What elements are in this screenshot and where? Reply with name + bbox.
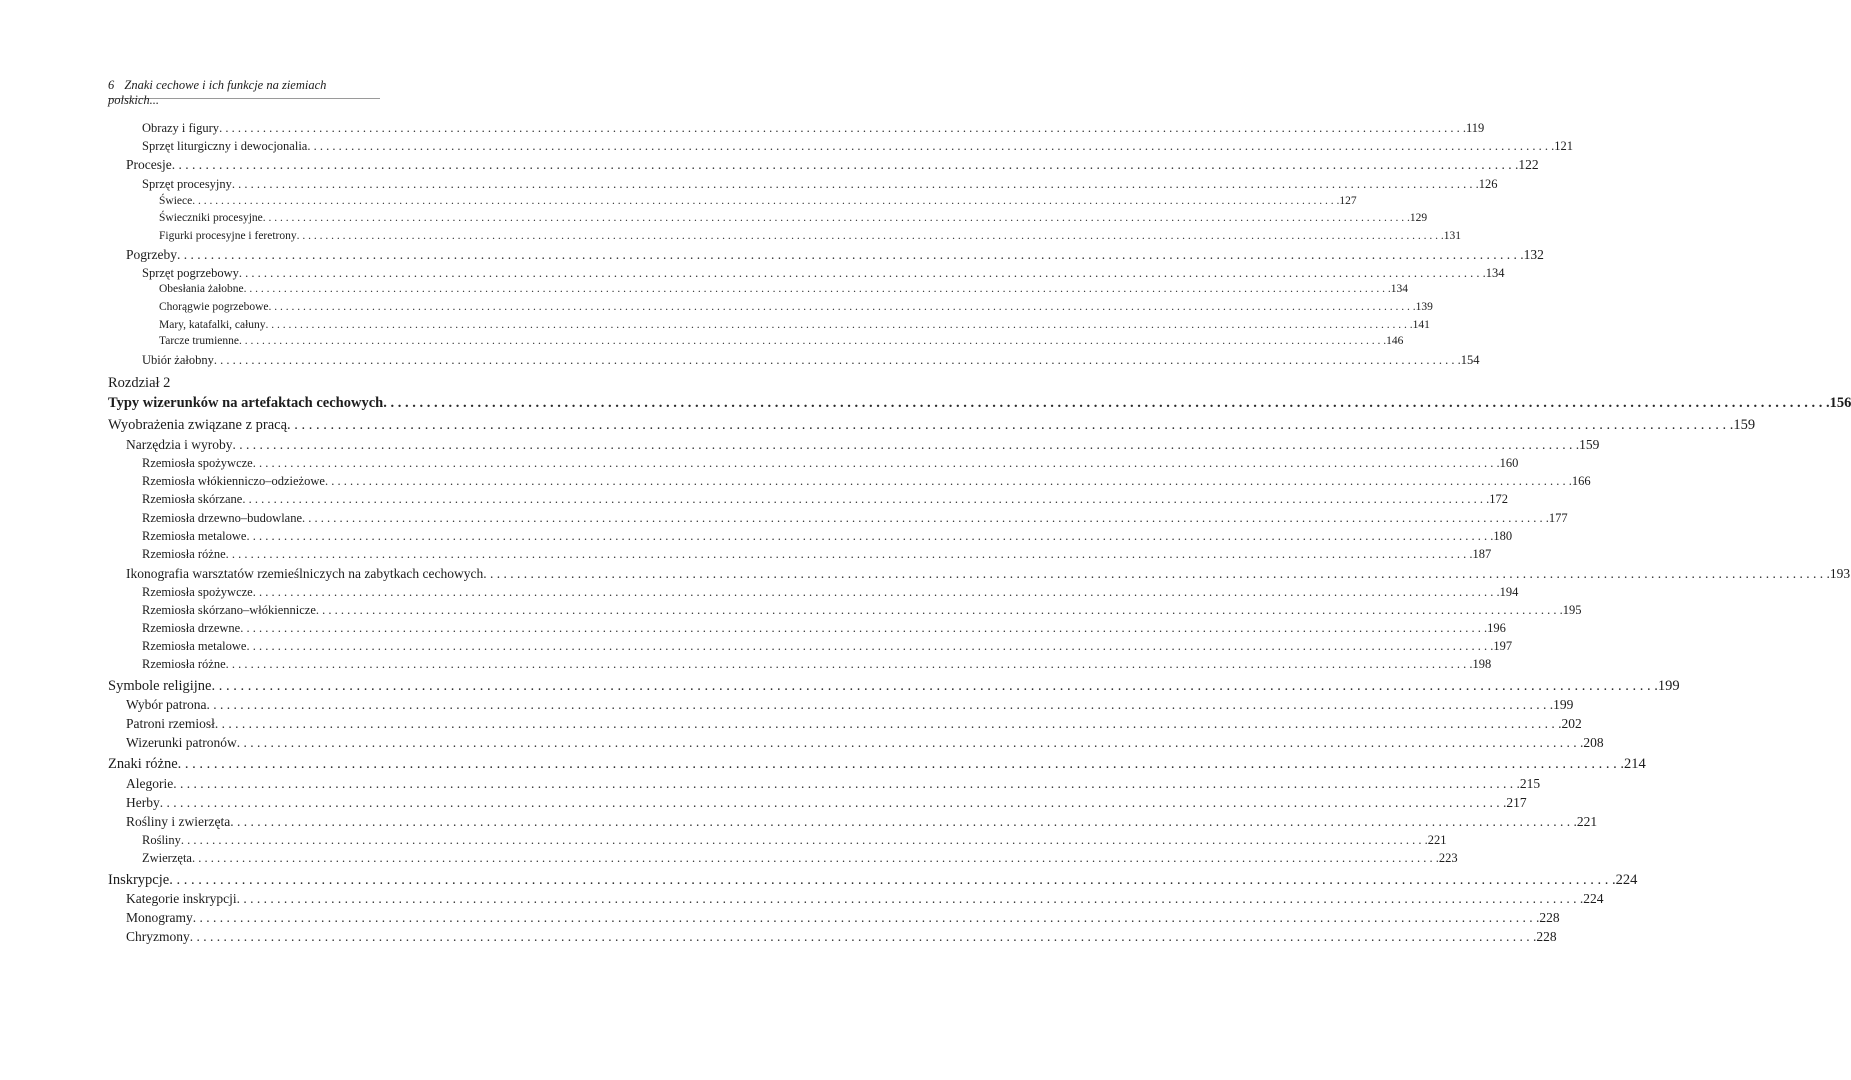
- toc-entry-page: 132: [1523, 247, 1544, 262]
- toc-entry-page: 208: [1583, 735, 1604, 750]
- toc-entry-title: Obesłania żałobne: [159, 283, 244, 295]
- dot-leader: . . . . . . . . . . . . . . . . . . . . . . . . . . . . . . . . . . . . . . . . . . . . . . . . . . . . . . . . . . . . . . . . . . . . . . . . . . . . . . . . . . . . . . . . . . . . . . . . . . . . . . . . . . . . . . . . . . . . . . . . . . . . . . . . . . . . . . . . . . . . . . . . . . . . . . . . . . . . . . . . . . . . . . . . . . . . . . . . . . . . . . . . . . . . . . . . . . . . . . . .: [236, 891, 1584, 906]
- toc-entry-page: 221: [1576, 814, 1598, 829]
- toc-entry-page: 202: [1561, 716, 1582, 731]
- dot-leader: . . . . . . . . . . . . . . . . . . . . . . . . . . . . . . . . . . . . . . . . . . . . . . . . . . . . . . . . . . . . . . . . . . . . . . . . . . . . . . . . . . . . . . . . . . . . . . . . . . . . . . . . . . . . . . . . . . . . . . . . . . . . . . . . . . . . . . . . . . . . . . . . . . . . . . . . . . . . . . . . . . . . . . . . . . . . . . . . . . . . . . . . . . . . . . . . . . . . . . . .: [287, 417, 1734, 433]
- toc-entry: [126, 697, 1574, 713]
- toc-entry-title: Narzędzia i wyroby: [126, 437, 233, 452]
- toc-entry-title: Monogramy: [126, 910, 193, 925]
- dot-leader: . . . . . . . . . . . . . . . . . . . . . . . . . . . . . . . . . . . . . . . . . . . . . . . . . . . . . . . . . . . . . . . . . . . . . . . . . . . . . . . . . . . . . . . . . . . . . . . . . . . . . . . . . . . . . . . . . . . . . . . . . . . . . . . . . . . . . . . . . . . . . . . . . . . . . . . . . . . . . . . . . . . . . . . . . . . . . . . . . . . . . . . . . . . . . . . . . . . . . . . .: [236, 735, 1584, 750]
- toc-entry-title: Patroni rzemiosł: [126, 716, 215, 731]
- toc-entry-page: 187: [1472, 547, 1492, 561]
- dot-leader: . . . . . . . . . . . . . . . . . . . . . . . . . . . . . . . . . . . . . . . . . . . . . . . . . . . . . . . . . . . . . . . . . . . . . . . . . . . . . . . . . . . . . . . . . . . . . . . . . . . . . . . . . . . . . . . . . . . . . . . . . . . . . . . . . . . . . . . . . . . . . . . . . . . . . . . . . . . . . . . . . . . . . . . . . . . . . . . . . . . . . . . . . . . . . . . . . . . . . . . .: [171, 157, 1519, 172]
- toc-entry: [126, 776, 1541, 792]
- toc-entry: [159, 195, 1357, 207]
- toc-entry-title: Rzemiosła różne: [142, 547, 226, 561]
- toc-entry: [126, 735, 1604, 751]
- toc-entry-page: 228: [1536, 929, 1557, 944]
- dot-leader: . . . . . . . . . . . . . . . . . . . . . . . . . . . . . . . . . . . . . . . . . . . . . . . . . . . . . . . . . . . . . . . . . . . . . . . . . . . . . . . . . . . . . . . . . . . . . . . . . . . . . . . . . . . . . . . . . . . . . . . . . . . . . . . . . . . . . . . . . . . . . . . . . . . . . . . . . . . . . . . . . . . . . . . . . . . . . . . . . . . . . . . . . . . . . . . . . . . . . . . .: [252, 585, 1500, 599]
- toc-entry: [142, 177, 1498, 192]
- dot-leader: . . . . . . . . . . . . . . . . . . . . . . . . . . . . . . . . . . . . . . . . . . . . . . . . . . . . . . . . . . . . . . . . . . . . . . . . . . . . . . . . . . . . . . . . . . . . . . . . . . . . . . . . . . . . . . . . . . . . . . . . . . . . . . . . . . . . . . . . . . . . . . . . . . . . . . . . . . . . . . . . . . . . . . . . . . . . . . . . . . . . . . . . . . . . . . . . . . . . . . . .: [173, 776, 1520, 791]
- toc-entry: [142, 603, 1582, 618]
- toc-entry-title: Ubiór żałobny: [142, 353, 214, 367]
- dot-leader: . . . . . . . . . . . . . . . . . . . . . . . . . . . . . . . . . . . . . . . . . . . . . . . . . . . . . . . . . . . . . . . . . . . . . . . . . . . . . . . . . . . . . . . . . . . . . . . . . . . . . . . . . . . . . . . . . . . . . . . . . . . . . . . . . . . . . . . . . . . . . . . . . . . . . . . . . . . . . . . . . . . . . . . . . . . . . . . . . . . . . . . . . . . . . . . . . . . . . . . .: [483, 566, 1830, 581]
- toc-entry: [142, 657, 1492, 672]
- toc-entry: [108, 756, 1646, 773]
- toc-entry-title: Rzemiosła spożywcze: [142, 585, 253, 599]
- toc-entry-page: 214: [1624, 756, 1646, 772]
- toc-entry: [108, 417, 1756, 434]
- dot-leader: . . . . . . . . . . . . . . . . . . . . . . . . . . . . . . . . . . . . . . . . . . . . . . . . . . . . . . . . . . . . . . . . . . . . . . . . . . . . . . . . . . . . . . . . . . . . . . . . . . . . . . . . . . . . . . . . . . . . . . . . . . . . . . . . . . . . . . . . . . . . . . . . . . . . . . . . . . . . . . . . . . . . . . . . . . . . . . . . . . . . . . . . . . . . . . . . . . . . . . . .: [307, 139, 1555, 153]
- toc-entry-page: 177: [1548, 511, 1568, 525]
- toc-entry-page: 166: [1571, 474, 1591, 488]
- toc-entry: [159, 319, 1430, 331]
- toc-entry-page: 224: [1583, 891, 1604, 906]
- toc-entry: [142, 639, 1513, 654]
- dot-leader: . . . . . . . . . . . . . . . . . . . . . . . . . . . . . . . . . . . . . . . . . . . . . . . . . . . . . . . . . . . . . . . . . . . . . . . . . . . . . . . . . . . . . . . . . . . . . . . . . . . . . . . . . . . . . . . . . . . . . . . . . . . . . . . . . . . . . . . . . . . . . . . . . . . . . . . . . . . . . . . . . . . . . . . . . . . . . . . . . . . . . . . . . . . . . . . . . . . . . . . .: [225, 547, 1473, 561]
- toc-entry: [126, 157, 1539, 173]
- toc-entry-title: Tarcze trumienne: [159, 335, 239, 347]
- dot-leader: . . . . . . . . . . . . . . . . . . . . . . . . . . . . . . . . . . . . . . . . . . . . . . . . . . . . . . . . . . . . . . . . . . . . . . . . . . . . . . . . . . . . . . . . . . . . . . . . . . . . . . . . . . . . . . . . . . . . . . . . . . . . . . . . . . . . . . . . . . . . . . . . . . . . . . . . . . . . . . . . . . . . . . . . . . . . . . . . . . . . . . . . . . . . . . . . . . . . . . . .: [214, 716, 1562, 731]
- toc-entry-page: 215: [1519, 776, 1541, 791]
- toc-entry-title: Świece: [159, 195, 193, 207]
- running-title: Znaki cechowe i ich funkcje na ziemiach polskich...: [108, 78, 327, 107]
- toc-entry: [142, 621, 1506, 636]
- toc-entry-page: 194: [1499, 585, 1519, 599]
- dot-leader: . . . . . . . . . . . . . . . . . . . . . . . . . . . . . . . . . . . . . . . . . . . . . . . . . . . . . . . . . . . . . . . . . . . . . . . . . . . . . . . . . . . . . . . . . . . . . . . . . . . . . . . . . . . . . . . . . . . . . . . . . . . . . . . . . . . . . . . . . . . . . . . . . . . . . . . . . . . . . . . . . . . . . . . . . . . . . . . . . . . . . . . . . . . . . . . . . . . . . . . .: [219, 121, 1466, 135]
- toc-entry-title: Chryzmony: [126, 929, 190, 944]
- dot-leader: . . . . . . . . . . . . . . . . . . . . . . . . . . . . . . . . . . . . . . . . . . . . . . . . . . . . . . . . . . . . . . . . . . . . . . . . . . . . . . . . . . . . . . . . . . . . . . . . . . . . . . . . . . . . . . . . . . . . . . . . . . . . . . . . . . . . . . . . . . . . . . . . . . . . . . . . . . . . . . . . . . . . . . . . . . . . . . . . . . . . . . . . . . . . . . . . . . . . . . . .: [177, 247, 1524, 262]
- dot-leader: . . . . . . . . . . . . . . . . . . . . . . . . . . . . . . . . . . . . . . . . . . . . . . . . . . . . . . . . . . . . . . . . . . . . . . . . . . . . . . . . . . . . . . . . . . . . . . . . . . . . . . . . . . . . . . . . . . . . . . . . . . . . . . . . . . . . . . . . . . . . . . . . . . . . . . . . . . . . . . . . . . . . . . . . . . . . . . . . . . . . . . . . . . . . . . . . . . . . . . . .: [192, 195, 1340, 207]
- toc-entry-title: Chorągwie pogrzebowe: [159, 301, 269, 313]
- toc-entry: [142, 529, 1513, 544]
- toc-entry-page: 156: [1829, 395, 1851, 411]
- toc-entry-title: Alegorie: [126, 776, 174, 791]
- toc-entry: [142, 511, 1568, 526]
- toc-entry-title: Procesje: [126, 157, 172, 172]
- toc-entry-title: Rośliny: [142, 833, 181, 847]
- toc-entry-title: Rzemiosła drzewne: [142, 621, 241, 635]
- toc-entry-page: 129: [1409, 212, 1428, 224]
- toc-entry-page: 159: [1733, 417, 1756, 433]
- toc-entry-page: 199: [1657, 678, 1680, 694]
- toc-entry-page: 195: [1562, 603, 1582, 617]
- toc-entry-page: 127: [1339, 195, 1357, 207]
- toc-entry: [126, 566, 1851, 582]
- toc-entry-title: Pogrzeby: [126, 247, 177, 262]
- toc-entry: [108, 678, 1680, 695]
- dot-leader: . . . . . . . . . . . . . . . . . . . . . . . . . . . . . . . . . . . . . . . . . . . . . . . . . . . . . . . . . . . . . . . . . . . . . . . . . . . . . . . . . . . . . . . . . . . . . . . . . . . . . . . . . . . . . . . . . . . . . . . . . . . . . . . . . . . . . . . . . . . . . . . . . . . . . . . . . . . . . . . . . . . . . . . . . . . . . . . . . . . . . . . . . . . . . . . . . . . . . . . .: [238, 266, 1486, 280]
- dot-leader: . . . . . . . . . . . . . . . . . . . . . . . . . . . . . . . . . . . . . . . . . . . . . . . . . . . . . . . . . . . . . . . . . . . . . . . . . . . . . . . . . . . . . . . . . . . . . . . . . . . . . . . . . . . . . . . . . . . . . . . . . . . . . . . . . . . . . . . . . . . . . . . . . . . . . . . . . . . . . . . . . . . . . . . . . . . . . . . . . . . . . . . . . . . . . . . . . . . . . . . .: [230, 814, 1577, 829]
- dot-leader: . . . . . . . . . . . . . . . . . . . . . . . . . . . . . . . . . . . . . . . . . . . . . . . . . . . . . . . . . . . . . . . . . . . . . . . . . . . . . . . . . . . . . . . . . . . . . . . . . . . . . . . . . . . . . . . . . . . . . . . . . . . . . . . . . . . . . . . . . . . . . . . . . . . . . . . . . . . . . . . . . . . . . . . . . . . . . . . . . . . . . . . . . . . . . . . . . . . . . . . .: [231, 177, 1479, 191]
- toc-entry: [126, 795, 1527, 811]
- dot-leader: . . . . . . . . . . . . . . . . . . . . . . . . . . . . . . . . . . . . . . . . . . . . . . . . . . . . . . . . . . . . . . . . . . . . . . . . . . . . . . . . . . . . . . . . . . . . . . . . . . . . . . . . . . . . . . . . . . . . . . . . . . . . . . . . . . . . . . . . . . . . . . . . . . . . . . . . . . . . . . . . . . . . . . . . . . . . . . . . . . . . . . . . . . . . . . . . . . . . . . . .: [262, 212, 1410, 224]
- page-number: 6: [108, 78, 115, 92]
- toc-entry-page: 134: [1390, 283, 1408, 295]
- toc-entry-page: 228: [1539, 910, 1560, 925]
- toc-entry-page: 141: [1412, 319, 1430, 331]
- running-header: [108, 78, 380, 107]
- dot-leader: . . . . . . . . . . . . . . . . . . . . . . . . . . . . . . . . . . . . . . . . . . . . . . . . . . . . . . . . . . . . . . . . . . . . . . . . . . . . . . . . . . . . . . . . . . . . . . . . . . . . . . . . . . . . . . . . . . . . . . . . . . . . . . . . . . . . . . . . . . . . . . . . . . . . . . . . . . . . . . . . . . . . . . . . . . . . . . . . . . . . . . . . . . . . . . . . . . . . . . . .: [268, 301, 1416, 313]
- toc-entry-title: Obrazy i figury: [142, 121, 220, 135]
- toc-entry: [142, 585, 1519, 600]
- toc-entry-page: 180: [1493, 529, 1513, 543]
- toc-entry-title: Rzemiosła skórzano–włókiennicze: [142, 603, 316, 617]
- toc-entry-title: Wybór patrona: [126, 697, 207, 712]
- toc-entry-title: Rzemiosła różne: [142, 657, 226, 671]
- toc-entry: [142, 851, 1458, 866]
- dot-leader: . . . . . . . . . . . . . . . . . . . . . . . . . . . . . . . . . . . . . . . . . . . . . . . . . . . . . . . . . . . . . . . . . . . . . . . . . . . . . . . . . . . . . . . . . . . . . . . . . . . . . . . . . . . . . . . . . . . . . . . . . . . . . . . . . . . . . . . . . . . . . . . . . . . . . . . . . . . . . . . . . . . . . . . . . . . . . . . . . . . . . . . . . . . . . . . . . . . . . . . .: [232, 437, 1580, 452]
- toc-entry-title: Typy wizerunków na artefaktach cechowych: [108, 395, 384, 411]
- dot-leader: . . . . . . . . . . . . . . . . . . . . . . . . . . . . . . . . . . . . . . . . . . . . . . . . . . . . . . . . . . . . . . . . . . . . . . . . . . . . . . . . . . . . . . . . . . . . . . . . . . . . . . . . . . . . . . . . . . . . . . . . . . . . . . . . . . . . . . . . . . . . . . . . . . . . . . . . . . . . . . . . . . . . . . . . . . . . . . . . . . . . . . . . . . . . . . . . . . . . . . . .: [238, 335, 1387, 347]
- toc-entry-title: Rzemiosła metalowe: [142, 529, 247, 543]
- toc-entry-title: Rzemiosła skórzane: [142, 492, 243, 506]
- toc-entry-page: 197: [1493, 639, 1513, 653]
- toc-entry: [142, 547, 1492, 562]
- dot-leader: . . . . . . . . . . . . . . . . . . . . . . . . . . . . . . . . . . . . . . . . . . . . . . . . . . . . . . . . . . . . . . . . . . . . . . . . . . . . . . . . . . . . . . . . . . . . . . . . . . . . . . . . . . . . . . . . . . . . . . . . . . . . . . . . . . . . . . . . . . . . . . . . . . . . . . . . . . . . . . . . . . . . . . . . . . . . . . . . . . . . . . . . . . . . . . . . . . . . . . . .: [265, 319, 1413, 331]
- toc-entry: [159, 301, 1433, 313]
- toc-entry-page: 223: [1438, 851, 1458, 865]
- toc-entry: [126, 910, 1560, 926]
- toc-entry: [126, 247, 1544, 263]
- toc-entry-title: Symbole religijne: [108, 678, 212, 694]
- toc-entry-page: 172: [1489, 492, 1508, 506]
- toc-entry-page: 121: [1554, 139, 1573, 153]
- toc-entry: [142, 456, 1519, 471]
- dot-leader: . . . . . . . . . . . . . . . . . . . . . . . . . . . . . . . . . . . . . . . . . . . . . . . . . . . . . . . . . . . . . . . . . . . . . . . . . . . . . . . . . . . . . . . . . . . . . . . . . . . . . . . . . . . . . . . . . . . . . . . . . . . . . . . . . . . . . . . . . . . . . . . . . . . . . . . . . . . . . . . . . . . . . . . . . . . . . . . . . . . . . . . . . . . . . . . . . . . . . . . .: [225, 657, 1473, 671]
- dot-leader: . . . . . . . . . . . . . . . . . . . . . . . . . . . . . . . . . . . . . . . . . . . . . . . . . . . . . . . . . . . . . . . . . . . . . . . . . . . . . . . . . . . . . . . . . . . . . . . . . . . . . . . . . . . . . . . . . . . . . . . . . . . . . . . . . . . . . . . . . . . . . . . . . . . . . . . . . . . . . . . . . . . . . . . . . . . . . . . . . . . . . . . . . . . . . . . . . . . . . . . .: [240, 621, 1488, 635]
- toc-entry: [142, 121, 1485, 136]
- toc-entry-title: Sprzęt liturgiczny i dewocjonalia: [142, 139, 308, 153]
- dot-leader: . . . . . . . . . . . . . . . . . . . . . . . . . . . . . . . . . . . . . . . . . . . . . . . . . . . . . . . . . . . . . . . . . . . . . . . . . . . . . . . . . . . . . . . . . . . . . . . . . . . . . . . . . . . . . . . . . . . . . . . . . . . . . . . . . . . . . . . . . . . . . . . . . . . . . . . . . . . . . . . . . . . . . . . . . . . . . . . . . . . . . . . . . . . . . . . . . . . . . . . .: [189, 929, 1537, 944]
- dot-leader: . . . . . . . . . . . . . . . . . . . . . . . . . . . . . . . . . . . . . . . . . . . . . . . . . . . . . . . . . . . . . . . . . . . . . . . . . . . . . . . . . . . . . . . . . . . . . . . . . . . . . . . . . . . . . . . . . . . . . . . . . . . . . . . . . . . . . . . . . . . . . . . . . . . . . . . . . . . . . . . . . . . . . . . . . . . . . . . . . . . . . . . . . . . . . . . . . . . . . . . .: [296, 230, 1444, 242]
- toc-entry-title: Zwierzęta: [142, 851, 192, 865]
- toc-entry-title: Wizerunki patronów: [126, 735, 237, 750]
- dot-leader: . . . . . . . . . . . . . . . . . . . . . . . . . . . . . . . . . . . . . . . . . . . . . . . . . . . . . . . . . . . . . . . . . . . . . . . . . . . . . . . . . . . . . . . . . . . . . . . . . . . . . . . . . . . . . . . . . . . . . . . . . . . . . . . . . . . . . . . . . . . . . . . . . . . . . . . . . . . . . . . . . . . . . . . . . . . . . . . . . . . . . . . . . . . . . . . . . . . . . . . .: [191, 851, 1439, 865]
- toc-entry: [159, 230, 1462, 242]
- toc-entry: [126, 437, 1600, 453]
- toc-entry: [126, 891, 1604, 907]
- toc-entry-page: 160: [1499, 456, 1519, 470]
- dot-leader: . . . . . . . . . . . . . . . . . . . . . . . . . . . . . . . . . . . . . . . . . . . . . . . . . . . . . . . . . . . . . . . . . . . . . . . . . . . . . . . . . . . . . . . . . . . . . . . . . . . . . . . . . . . . . . . . . . . . . . . . . . . . . . . . . . . . . . . . . . . . . . . . . . . . . . . . . . . . . . . . . . . . . . . . . . . . . . . . . . . . . . . . . . . . . . . . . . . . . . . .: [242, 492, 1490, 506]
- chapter-label: Rozdział 2: [108, 375, 171, 391]
- toc-entry-page: 146: [1386, 335, 1404, 347]
- toc-entry-title: Inskrypcje: [108, 872, 170, 888]
- toc-entry: [142, 833, 1447, 848]
- toc-entry-title: Świeczniki procesyjne: [159, 212, 263, 224]
- toc-entry-page: 198: [1472, 657, 1492, 671]
- toc-entry: [108, 872, 1638, 889]
- toc-entry: [159, 335, 1404, 347]
- toc-entry-page: 217: [1506, 795, 1527, 810]
- toc-entry-title: Herby: [126, 795, 160, 810]
- toc-entry-page: 131: [1443, 230, 1462, 242]
- toc-entry-title: Rzemiosła metalowe: [142, 639, 247, 653]
- dot-leader: . . . . . . . . . . . . . . . . . . . . . . . . . . . . . . . . . . . . . . . . . . . . . . . . . . . . . . . . . . . . . . . . . . . . . . . . . . . . . . . . . . . . . . . . . . . . . . . . . . . . . . . . . . . . . . . . . . . . . . . . . . . . . . . . . . . . . . . . . . . . . . . . . . . . . . . . . . . . . . . . . . . . . . . . . . . . . . . . . . . . . . . . . . . . . . . . . . . . . . . .: [252, 456, 1500, 470]
- dot-leader: . . . . . . . . . . . . . . . . . . . . . . . . . . . . . . . . . . . . . . . . . . . . . . . . . . . . . . . . . . . . . . . . . . . . . . . . . . . . . . . . . . . . . . . . . . . . . . . . . . . . . . . . . . . . . . . . . . . . . . . . . . . . . . . . . . . . . . . . . . . . . . . . . . . . . . . . . . . . . . . . . . . . . . . . . . . . . . . . . . . . . . . . . . . . . . . . . . . . . . . .: [159, 795, 1507, 810]
- toc-entry-title: Kategorie inskrypcji: [126, 891, 237, 906]
- toc-entry-page: 199: [1553, 697, 1574, 712]
- dot-leader: . . . . . . . . . . . . . . . . . . . . . . . . . . . . . . . . . . . . . . . . . . . . . . . . . . . . . . . . . . . . . . . . . . . . . . . . . . . . . . . . . . . . . . . . . . . . . . . . . . . . . . . . . . . . . . . . . . . . . . . . . . . . . . . . . . . . . . . . . . . . . . . . . . . . . . . . . . . . . . . . . . . . . . . . . . . . . . . . . . . . . . . . . . . . . . . . . . . . . . . .: [177, 756, 1625, 772]
- toc-entry: [159, 283, 1408, 295]
- dot-leader: . . . . . . . . . . . . . . . . . . . . . . . . . . . . . . . . . . . . . . . . . . . . . . . . . . . . . . . . . . . . . . . . . . . . . . . . . . . . . . . . . . . . . . . . . . . . . . . . . . . . . . . . . . . . . . . . . . . . . . . . . . . . . . . . . . . . . . . . . . . . . . . . . . . . . . . . . . . . . . . . . . . . . . . . . . . . . . . . . . . . . . . . . . . . . . . . . . . . . . . .: [383, 395, 1830, 411]
- toc-entry-page: 119: [1465, 121, 1485, 135]
- dot-leader: . . . . . . . . . . . . . . . . . . . . . . . . . . . . . . . . . . . . . . . . . . . . . . . . . . . . . . . . . . . . . . . . . . . . . . . . . . . . . . . . . . . . . . . . . . . . . . . . . . . . . . . . . . . . . . . . . . . . . . . . . . . . . . . . . . . . . . . . . . . . . . . . . . . . . . . . . . . . . . . . . . . . . . . . . . . . . . . . . . . . . . . . . . . . . . . . . . . . . . . .: [192, 910, 1540, 925]
- toc-entry-page: 154: [1460, 353, 1480, 367]
- toc-entry-title: Wyobrażenia związane z pracą: [108, 417, 288, 433]
- toc-entry-page: 122: [1518, 157, 1539, 172]
- toc-entry: [142, 492, 1508, 507]
- dot-leader: . . . . . . . . . . . . . . . . . . . . . . . . . . . . . . . . . . . . . . . . . . . . . . . . . . . . . . . . . . . . . . . . . . . . . . . . . . . . . . . . . . . . . . . . . . . . . . . . . . . . . . . . . . . . . . . . . . . . . . . . . . . . . . . . . . . . . . . . . . . . . . . . . . . . . . . . . . . . . . . . . . . . . . . . . . . . . . . . . . . . . . . . . . . . . . . . . . . . . . . .: [246, 639, 1494, 653]
- dot-leader: . . . . . . . . . . . . . . . . . . . . . . . . . . . . . . . . . . . . . . . . . . . . . . . . . . . . . . . . . . . . . . . . . . . . . . . . . . . . . . . . . . . . . . . . . . . . . . . . . . . . . . . . . . . . . . . . . . . . . . . . . . . . . . . . . . . . . . . . . . . . . . . . . . . . . . . . . . . . . . . . . . . . . . . . . . . . . . . . . . . . . . . . . . . . . . . . . . . . . . . .: [324, 474, 1572, 488]
- toc-entry-page: 224: [1615, 872, 1638, 888]
- toc-entry: [142, 266, 1505, 281]
- dot-leader: . . . . . . . . . . . . . . . . . . . . . . . . . . . . . . . . . . . . . . . . . . . . . . . . . . . . . . . . . . . . . . . . . . . . . . . . . . . . . . . . . . . . . . . . . . . . . . . . . . . . . . . . . . . . . . . . . . . . . . . . . . . . . . . . . . . . . . . . . . . . . . . . . . . . . . . . . . . . . . . . . . . . . . . . . . . . . . . . . . . . . . . . . . . . . . . . . . . . . . . .: [243, 283, 1391, 295]
- toc-entry: [126, 929, 1557, 945]
- toc-entry-title: Sprzęt pogrzebowy: [142, 266, 239, 280]
- toc-entry-title: Rzemiosła spożywcze: [142, 456, 253, 470]
- toc-entry-title: Figurki procesyjne i feretrony: [159, 230, 297, 242]
- dot-leader: . . . . . . . . . . . . . . . . . . . . . . . . . . . . . . . . . . . . . . . . . . . . . . . . . . . . . . . . . . . . . . . . . . . . . . . . . . . . . . . . . . . . . . . . . . . . . . . . . . . . . . . . . . . . . . . . . . . . . . . . . . . . . . . . . . . . . . . . . . . . . . . . . . . . . . . . . . . . . . . . . . . . . . . . . . . . . . . . . . . . . . . . . . . . . . . . . . . . . . . .: [315, 603, 1563, 617]
- toc-entry: [142, 474, 1591, 489]
- dot-leader: . . . . . . . . . . . . . . . . . . . . . . . . . . . . . . . . . . . . . . . . . . . . . . . . . . . . . . . . . . . . . . . . . . . . . . . . . . . . . . . . . . . . . . . . . . . . . . . . . . . . . . . . . . . . . . . . . . . . . . . . . . . . . . . . . . . . . . . . . . . . . . . . . . . . . . . . . . . . . . . . . . . . . . . . . . . . . . . . . . . . . . . . . . . . . . . . . . . . . . . .: [246, 529, 1494, 543]
- toc-entry: [159, 212, 1428, 224]
- toc-entry-title: Rośliny i zwierzęta: [126, 814, 231, 829]
- toc-entry: [126, 814, 1598, 830]
- dot-leader: . . . . . . . . . . . . . . . . . . . . . . . . . . . . . . . . . . . . . . . . . . . . . . . . . . . . . . . . . . . . . . . . . . . . . . . . . . . . . . . . . . . . . . . . . . . . . . . . . . . . . . . . . . . . . . . . . . . . . . . . . . . . . . . . . . . . . . . . . . . . . . . . . . . . . . . . . . . . . . . . . . . . . . . . . . . . . . . . . . . . . . . . . . . . . . . . . . . . . . . .: [302, 511, 1549, 525]
- toc-entry: [142, 353, 1480, 368]
- toc-entry-title: Rzemiosła drzewno–budowlane: [142, 511, 303, 525]
- toc-entry: [126, 716, 1582, 732]
- toc-entry-title: Mary, katafalki, całuny: [159, 319, 266, 331]
- dot-leader: . . . . . . . . . . . . . . . . . . . . . . . . . . . . . . . . . . . . . . . . . . . . . . . . . . . . . . . . . . . . . . . . . . . . . . . . . . . . . . . . . . . . . . . . . . . . . . . . . . . . . . . . . . . . . . . . . . . . . . . . . . . . . . . . . . . . . . . . . . . . . . . . . . . . . . . . . . . . . . . . . . . . . . . . . . . . . . . . . . . . . . . . . . . . . . . . . . . . . . . .: [213, 353, 1461, 367]
- dot-leader: . . . . . . . . . . . . . . . . . . . . . . . . . . . . . . . . . . . . . . . . . . . . . . . . . . . . . . . . . . . . . . . . . . . . . . . . . . . . . . . . . . . . . . . . . . . . . . . . . . . . . . . . . . . . . . . . . . . . . . . . . . . . . . . . . . . . . . . . . . . . . . . . . . . . . . . . . . . . . . . . . . . . . . . . . . . . . . . . . . . . . . . . . . . . . . . . . . . . . . . .: [206, 697, 1554, 712]
- dot-leader: . . . . . . . . . . . . . . . . . . . . . . . . . . . . . . . . . . . . . . . . . . . . . . . . . . . . . . . . . . . . . . . . . . . . . . . . . . . . . . . . . . . . . . . . . . . . . . . . . . . . . . . . . . . . . . . . . . . . . . . . . . . . . . . . . . . . . . . . . . . . . . . . . . . . . . . . . . . . . . . . . . . . . . . . . . . . . . . . . . . . . . . . . . . . . . . . . . . . . . . .: [211, 678, 1658, 694]
- toc-entry-title: Znaki różne: [108, 756, 178, 772]
- toc-entry-page: 139: [1415, 301, 1433, 313]
- toc-entry-page: 134: [1485, 266, 1505, 280]
- toc-entry: [108, 395, 1851, 412]
- toc-entry-page: 126: [1478, 177, 1498, 191]
- toc-entry-page: 159: [1579, 437, 1600, 452]
- toc-entry-title: Rzemiosła włókienniczo–odzieżowe: [142, 474, 325, 488]
- toc-entry-title: Ikonografia warsztatów rzemieślniczych na zabytkach cechowych: [126, 566, 484, 581]
- dot-leader: . . . . . . . . . . . . . . . . . . . . . . . . . . . . . . . . . . . . . . . . . . . . . . . . . . . . . . . . . . . . . . . . . . . . . . . . . . . . . . . . . . . . . . . . . . . . . . . . . . . . . . . . . . . . . . . . . . . . . . . . . . . . . . . . . . . . . . . . . . . . . . . . . . . . . . . . . . . . . . . . . . . . . . . . . . . . . . . . . . . . . . . . . . . . . . . . . . . . . . . .: [169, 872, 1616, 888]
- toc-entry-page: 221: [1427, 833, 1447, 847]
- toc-entry-title: Sprzęt procesyjny: [142, 177, 232, 191]
- toc-entry-page: 193: [1829, 566, 1851, 581]
- dot-leader: . . . . . . . . . . . . . . . . . . . . . . . . . . . . . . . . . . . . . . . . . . . . . . . . . . . . . . . . . . . . . . . . . . . . . . . . . . . . . . . . . . . . . . . . . . . . . . . . . . . . . . . . . . . . . . . . . . . . . . . . . . . . . . . . . . . . . . . . . . . . . . . . . . . . . . . . . . . . . . . . . . . . . . . . . . . . . . . . . . . . . . . . . . . . . . . . . . . . . . . .: [180, 833, 1428, 847]
- toc-entry-page: 196: [1487, 621, 1506, 635]
- toc-entry: [142, 139, 1573, 154]
